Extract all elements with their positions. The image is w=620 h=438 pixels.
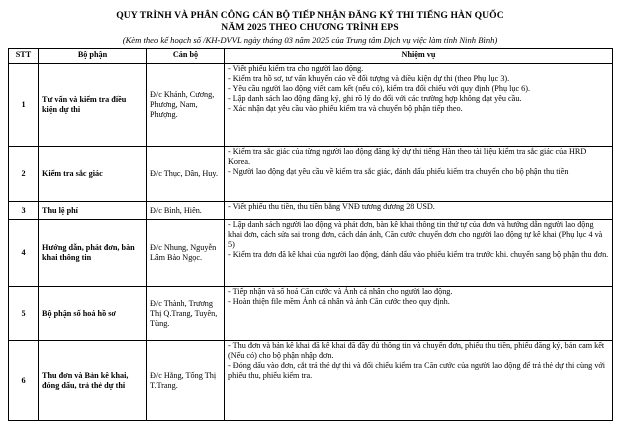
row-tasks	[225, 202, 613, 220]
row-staff: Đ/c Khánh, Cương, Phương, Nam, Phượng.	[147, 64, 225, 147]
row-stt: 6	[9, 341, 39, 421]
row-department: Tư vấn và kiểm tra điều kiện dự thi	[39, 64, 147, 147]
table-row	[9, 287, 613, 341]
task-item: - Viết phiếu thu tiền, thu tiền bằng VNĐ tương đương 28 USD.	[228, 202, 435, 211]
row-department: Thu lệ phí	[39, 202, 147, 220]
assignment-table	[8, 48, 613, 421]
column-header-tasks: Nhiệm vụ	[225, 49, 613, 64]
row-staff: Đ/c Thành, Trương Thị Q.Trang, Tuyên, Tùng.	[147, 287, 225, 341]
row-stt: 4	[9, 220, 39, 287]
table-row	[9, 341, 613, 421]
task-item: - Kiểm tra đơn đã kê khai của người lao động, đánh dấu vào phiếu kiểm tra trước khi. chuyển sang bộ phận thu đơn.	[228, 250, 609, 259]
table-row	[9, 220, 613, 287]
row-stt: 5	[9, 287, 39, 341]
row-department: Kiểm tra sắc giác	[39, 147, 147, 202]
row-tasks	[225, 147, 613, 202]
row-tasks	[225, 287, 613, 341]
column-header-staff: Cán bộ	[147, 49, 225, 64]
row-tasks	[225, 64, 613, 147]
task-item: - Kiểm tra hồ sơ, tư vấn khuyến cáo về đối tượng và điều kiện dự thi (theo Phụ lục 3).	[228, 74, 510, 83]
task-item: - Yêu cầu người lao động viết cam kết (nếu có), kiểm tra đối chiếu với quy định (Phụ lục 6).	[228, 84, 531, 93]
row-stt: 2	[9, 147, 39, 202]
row-stt: 3	[9, 202, 39, 220]
row-staff: Đ/c Thục, Dân, Huy.	[147, 147, 225, 202]
row-department: Thu đơn và Bản kê khai, đóng dấu, trả thẻ dự thi	[39, 341, 147, 421]
row-tasks	[225, 220, 613, 287]
row-staff: Đ/c Hằng, Tống Thị T.Trang.	[147, 341, 225, 421]
task-item: - Lập danh sách người lao động và phát đơn, bàn kê khai thông tin thứ tự của đơn và hướng dẫn người lao động khai đơn, cách sửa sai trong đơn, cách dán ảnh, Căn cước chuyển đơn cho người lao động tự kê khai (Phụ lục 4 và 5)	[228, 220, 603, 249]
table-row	[9, 147, 613, 202]
row-department: Bộ phận số hoá hồ sơ	[39, 287, 147, 341]
column-header-department: Bộ phận	[39, 49, 147, 64]
task-item: - Tiếp nhận và số hoá Căn cước và Ảnh cá nhân cho người lao động.	[228, 287, 453, 296]
task-item: - Viết phiếu kiểm tra cho người lao động.	[228, 64, 364, 73]
table-header-row	[9, 49, 613, 64]
document-subtitle: (Kèm theo kế hoạch số /KH-DVVL ngày tháng 03 năm 2025 của Trung tâm Dịch vụ việc làm tỉnh Ninh Bình)	[122, 35, 498, 45]
table-row	[9, 64, 613, 147]
task-item: - Xác nhận đạt yêu cầu vào phiếu kiểm tra và chuyển bộ phận tiếp theo.	[228, 104, 463, 113]
task-item: - Người lao động đạt yêu cầu về kiểm tra sắc giác, đánh dấu phiếu kiểm tra chuyển cho bộ phận thu tiền	[228, 167, 569, 176]
document-title-line2: NĂM 2025 THEO CHƯƠNG TRÌNH EPS	[221, 22, 399, 33]
row-staff: Đ/c Nhung, Nguyễn Lâm Bảo Ngọc.	[147, 220, 225, 287]
task-item: - Hoàn thiện file mềm Ảnh cá nhân và ảnh Căn cước theo quy định.	[228, 297, 450, 306]
table-row	[9, 202, 613, 220]
task-item: - Thu đơn và bản kê khai đã kê khai đã đầy đủ thông tin và chuyển đơn, phiếu thu tiền, phiếu đăng ký, bản cam kết (Nếu có) cho bộ phận nhập đơn.	[228, 341, 605, 360]
row-staff: Đ/c Bình, Hiên.	[147, 202, 225, 220]
row-stt: 1	[9, 64, 39, 147]
row-department: Hướng dẫn, phát đơn, bàn khai thông tin	[39, 220, 147, 287]
column-header-stt: STT	[9, 49, 39, 64]
document-title-line1: QUY TRÌNH VÀ PHÂN CÔNG CÁN BỘ TIẾP NHẬN ĐĂNG KÝ THI TIẾNG HÀN QUỐC	[116, 10, 504, 21]
task-item: - Kiểm tra sắc giác của từng người lao động đăng ký dự thi tiếng Hàn theo tài liệu kiểm tra sắc giác của HRD Korea.	[228, 147, 587, 166]
row-tasks	[225, 341, 613, 421]
task-item: - Đóng dấu vào đơn, cắt trả thẻ dự thi và đối chiếu kiểm tra Căn cước của người lao động để trả thẻ dự thi cùng với phiếu thu, phiếu kiểm tra.	[228, 361, 606, 380]
task-item: - Lập danh sách lao động đăng ký, ghi rõ lý do đổi với các trường hợp không đạt yêu cầu.	[228, 94, 522, 103]
